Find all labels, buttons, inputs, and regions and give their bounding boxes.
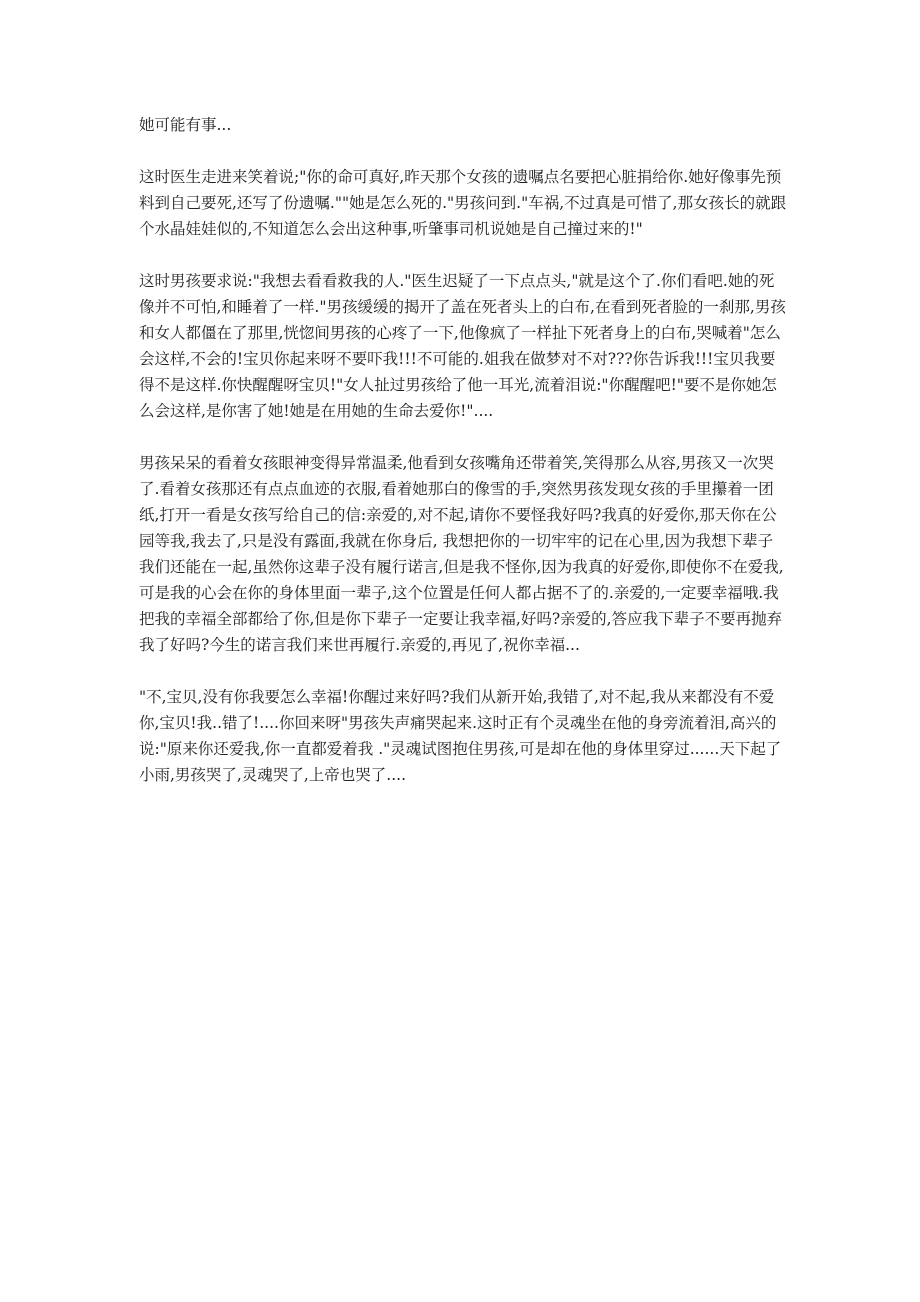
paragraph-3: 这时男孩要求说:"我想去看看救我的人."医生迟疑了一下点点头,"就是这个了.你们看吧.她的死像并不可怕,和睡着了一样."男孩缓缓的揭开了盖在死者头上的白布,在看到死者脸的一刹那,男孩和女人都僵在了那里,恍惚间男孩的心疼了一下,他像疯了一样扯下死者身上的白布,哭喊着"怎么会这样,不会的!宝贝你起来呀不要吓我!!!不可能的.姐我在做梦对不对???你告诉我!!!宝贝我要得不是这样.你快醒醒呀宝贝!"女人扯过男孩给了他一耳光,流着泪说:"你醒醒吧!"要不是你她怎么会这样,是你害了她!她是在用她的生命去爱你!".... <box>139 272 786 420</box>
paragraph-1: 她可能有事... <box>139 116 232 134</box>
paragraph-2: 这时医生走进来笑着说;"你的命可真好,昨天那个女孩的遗嘱点名要把心脏捐给你.她好像事先预料到自己要死,还写了份遗嘱.""她是怎么死的."男孩问到."车祸,不过真是可惜了,那女孩长的就跟个水晶娃娃似的,不知道怎么会出这种事,听肇事司机说她是自己撞过来的!" <box>139 168 787 238</box>
paragraph-5: "不,宝贝,没有你我要怎么幸福!你醒过来好吗?我们从新开始,我错了,对不起,我从来都没有不爱你,宝贝!我..错了!....你回来呀"男孩失声痛哭起来.这时正有个灵魂坐在他的身旁流着泪,高兴的说:"原来你还爱我,你一直都爱着我 ."灵魂试图抱住男孩,可是却在他的身体里穿过......天下起了小雨,男孩哭了,灵魂哭了,上帝也哭了.... <box>139 688 782 784</box>
story-text <box>139 112 787 814</box>
paragraph-4: 男孩呆呆的看着女孩眼神变得异常温柔,他看到女孩嘴角还带着笑,笑得那么从容,男孩又一次哭了.看着女孩那还有点点血迹的衣服,看着她那白的像雪的手,突然男孩发现女孩的手里攥着一团纸,打开一看是女孩写给自己的信:亲爱的,对不起,请你不要怪我好吗?我真的好爱你,那天你在公园等我,我去了,只是没有露面,我就在你身后, 我想把你的一切牢牢的记在心里,因为我想下辈子我们还能在一起,虽然你这辈子没有履行诺言,但是我不怪你,因为我真的好爱你,即使你不在爱我,可是我的心会在你的身体里面一辈子,这个位置是任何人都占据不了的.亲爱的,一定要幸福哦.我把我的幸福全部都给了你,但是你下辈子一定要让我幸福,好吗?亲爱的,答应我下辈子不要再抛弃我了好吗?今生的诺言我们来世再履行.亲爱的,再见了,祝你幸福... <box>139 454 784 654</box>
